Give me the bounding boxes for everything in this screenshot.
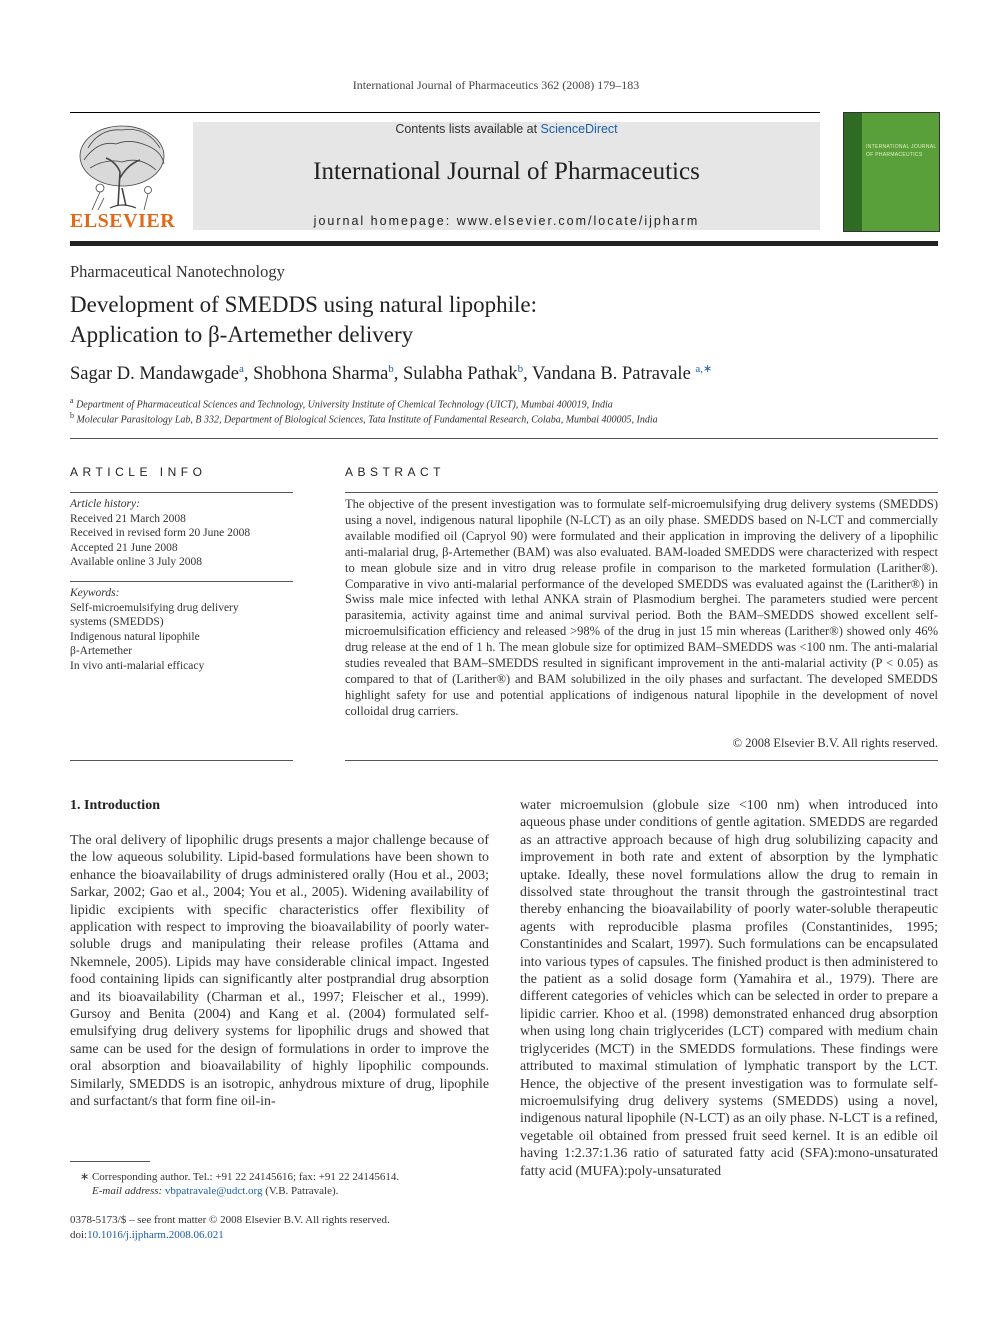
keyword: Self-microemulsifying drug delivery [70,601,239,614]
header-thick-rule [70,241,938,246]
sciencedirect-link[interactable]: ScienceDirect [540,122,618,136]
affiliation-a [70,396,613,410]
header-divider [70,438,938,439]
keyword: β-Artemether [70,645,133,657]
elsevier-wordmark: ELSEVIER [70,210,176,232]
author-affil-mark[interactable]: b [517,363,524,375]
history-label: Article history: [70,498,140,510]
author-affil-mark[interactable]: a,∗ [695,363,713,375]
keywords-rule [70,581,293,582]
affiliation-text: Department of Pharmaceutical Sciences and Technology, University Institute of Chemical Technology (UICT), Mumbai 400019, India [76,399,613,411]
corresponding-author-note: ∗ Corresponding author. Tel.: +91 22 24145616; fax: +91 22 24145614. [80,1171,400,1183]
affiliation-b [70,411,658,425]
author-affil-mark[interactable]: b [388,363,394,375]
article-info-bottom-rule [70,760,293,761]
top-rule [70,112,820,113]
keyword: systems (SMEDDS) [70,616,164,628]
abstract-heading: ABSTRACT [345,465,446,479]
cover-title [866,143,939,159]
keyword: Indigenous natural lipophile [70,630,200,643]
running-head: International Journal of Pharmaceutics 362 (2008) 179–183 [352,78,640,92]
abstract-text: The objective of the present investigation was to formulate self-microemulsifying drug delivery systems (SMEDDS) using a novel, indigenous natural lipophile (N-LCT) as an oily phase. SMEDDS based on N-LCT and commercially available modified oil (Capryol 90) were formulated and their application in improving the delivery of a lipophilic anti-malarial drug, β-Artemether (BAM) was also evaluated. BAM-loaded SMEDDS were characterized with respect to mean globule size and in vitro drug release profile in comparison to the marketed formulation (Larither®). Comparative in vivo anti-malarial performance of the developed SMEDDS was evaluated against the (Larither®) in Swiss male mice infected with lethal ANKA strain of Plasmodium berghei. The parameters studied were percent parasitemia, activity against time and animal survival period. Both the BAM–SMEDDS showed excellent self-microemulsification efficiency and released >98% of the drug in just 15 min whereas (Larither®) showed only 46% drug release at the end of 1 h. The mean globule size for optimized BAM–SMEDDS was <100 nm. The anti-malarial studies revealed that BAM–SMEDDS resulted in significant improvement in the anti-malarial activity (P < 0.05) as compared to that of (Larither®) and BAM solubilized in the oily phases and surfactant. The developed SMEDDS highlight safety for use and potential applications of indigenous natural lipophile in the development of novel colloidal drug carriers. [345,497,938,718]
history-item: Accepted 21 June 2008 [70,541,178,554]
abstract-bottom-rule [345,760,938,761]
email-label: E-mail address: [92,1185,163,1197]
title-line-1: Development of SMEDDS using natural lipophile: [70,292,537,317]
author-list: Sagar D. Mandawgade$^a$, Shobhona Sharma$^b$, Sulabha Pathak$^b$, Vandana B. Patravale $^{a,∗}$ [70,363,713,385]
abstract-copyright: © 2008 Elsevier B.V. All rights reserved. [732,736,938,750]
contents-line [193,122,820,136]
email-link[interactable]: vbpatravale@udct.org [164,1185,263,1197]
affiliation-mark: a [70,396,74,405]
title-line-2: Application to β-Artemether delivery [70,322,414,347]
doi-line [70,1229,224,1241]
author-affil-mark[interactable]: a [239,363,244,375]
history-item: Received 21 March 2008 [70,512,186,525]
contents-prefix: Contents lists available at [395,122,541,136]
article-info-rule [70,492,293,493]
issn-line: 0378-5173/$ – see front matter © 2008 Elsevier B.V. All rights reserved. [70,1214,390,1226]
author-name: Vandana B. Patravale [532,364,691,385]
introduction-right-column: water microemulsion (globule size <100 nm) when introduced into aqueous phase under conditions of gentle agitation. SMEDDS are regarded as an attractive approach because of high drug solubilizing capacity and improvement in both rate and extent of absorption by the lymphatic uptake. Ideally, these novel formulations allow the drug to remain in dissolved state throughout the transit through the gastrointestinal tract thereby enhancing the bioavailability of poorly water-soluble therapeutic agents with reproducible plasma profiles (Constantinides, 1995; Constantinides and Scalart, 1997). Such formulations can be encapsulated into various types of capsules. The finished product is then administered to the patient as a solid dosage form (Yamahira et al., 1979). There are different categories of vehicles which can be selected in order to prepare a lipidic carrier. Khoo et al. (1998) demonstrated enhanced drug absorption when using long chain triglycerides (LCT) compared with medium chain triglycerides (MCT) in the SMEDDS formulations. These findings were attributed to maximal stimulation of lymphatic transport by the LCT. Hence, the objective of the present investigation was to formulate self-microemulsifying drug delivery systems (SMEDDS) using a novel, indigenous natural lipophile (N-LCT) as an oily phase. N-LCT is a refined, vegetable oil obtained from pressed fruit seed kernel. It is an edible oil having 1:2.37:1.36 ratio of saturated fatty acid (SFA):mono-unsaturated fatty acid (MUFA):poly-unsaturated [520,798,938,1179]
footnote-rule [70,1161,150,1162]
abstract-rule [345,492,938,493]
email-note [92,1185,338,1197]
author-name: Sagar D. Mandawgade [70,364,240,385]
paper-title [70,290,537,350]
journal-homepage[interactable]: journal homepage: www.elsevier.com/locate/ijpharm [313,214,700,228]
keywords-label: Keywords: [70,587,120,599]
affiliation-mark: b [70,411,74,420]
introduction-heading: 1. Introduction [70,798,160,813]
doi-label: doi: [70,1229,88,1241]
keyword: In vivo anti-malarial efficacy [70,659,205,672]
email-suffix: (V.B. Patravale). [262,1185,339,1197]
doi-link[interactable]: 10.1016/j.ijpharm.2008.06.021 [87,1229,224,1241]
cover-strip [844,113,862,231]
article-info-heading: ARTICLE INFO [70,465,207,479]
keywords-block [70,586,239,673]
author-name: Shobhona Sharma [253,364,389,385]
history-item: Received in revised form 20 June 2008 [70,527,251,539]
cover-journal-name: INTERNATIONAL JOURNAL OF PHARMACEUTICS [866,144,937,158]
journal-title: International Journal of Pharmaceutics [313,158,700,185]
affiliation-text: Molecular Parasitology Lab, B 332, Department of Biological Sciences, Tata Institute of Fundamental Research, Colaba, Mumbai 400005, India [76,414,658,426]
journal-cover-thumbnail [843,112,940,232]
history-item: Available online 3 July 2008 [70,556,203,568]
introduction-left-column: The oral delivery of lipophilic drugs presents a major challenge because of the low aqueous solubility. Lipid-based formulations have been shown to enhance the bioavailability of drugs administered orally (Hou et al., 2003; Sarkar, 2002; Gao et al., 2004; You et al., 2005). Widening availability of lipidic excipients with specific characteristics offer flexibility of application with respect to improving the bioavailability of poorly water-soluble drugs and manipulating their release profiles (Attama and Nkemnele, 2005). Lipids may have considerable clinical impact. Ingested food containing lipids can significantly alter postprandial drug absorption and its bioavailability (Charman et al., 1997; Fleischer et al., 1999). Gursoy and Benita (2004) and Kang et al. (2004) formulated self-emulsifying drug delivery systems for lipophilic drugs and showed that same can be used for the design of formulations in order to improve the oral absorption and bioavailability of highly lipophilic compounds. Similarly, SMEDDS is an isotropic, anhydrous mixture of drug, lipophile and surfactant/s that form fine oil-in- [70,833,489,1110]
article-history [70,497,250,570]
author-name: Sulabha Pathak [403,364,518,385]
section-label: Pharmaceutical Nanotechnology [70,262,285,281]
